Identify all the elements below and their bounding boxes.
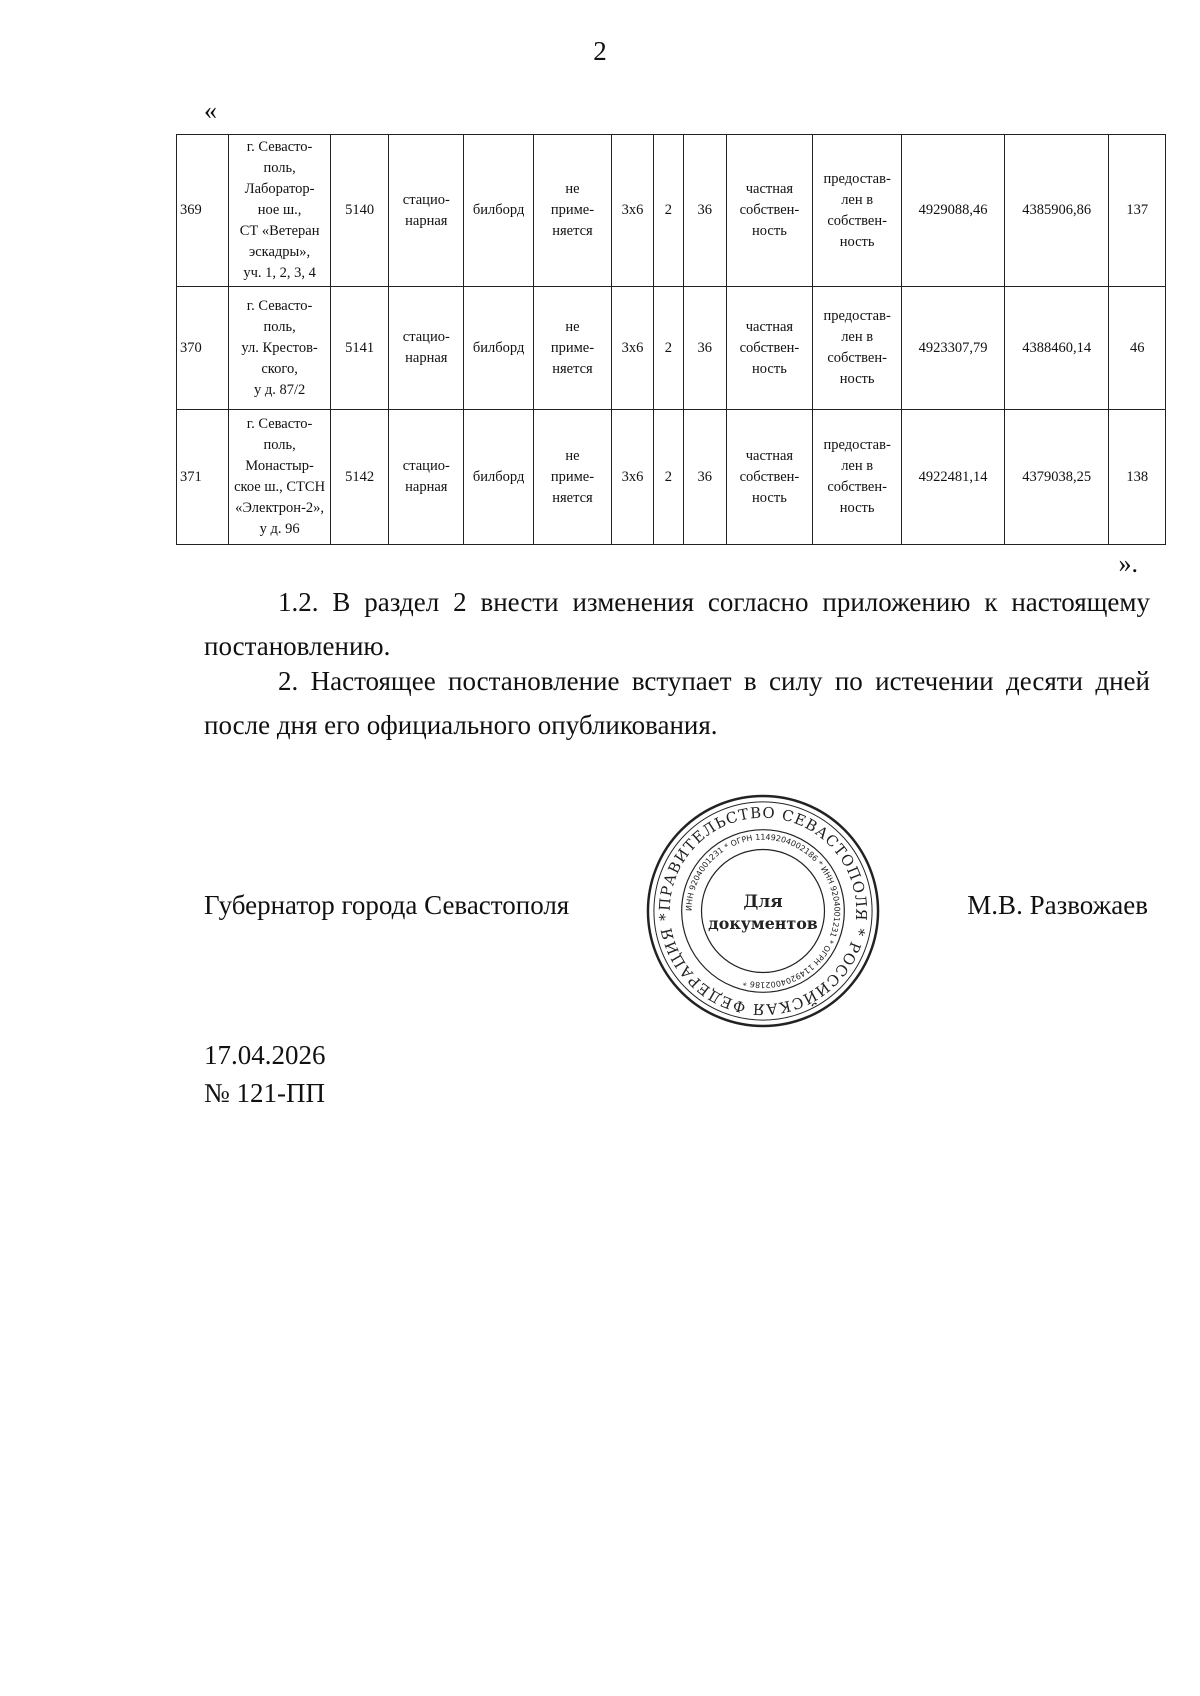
address-cell-line: ское ш., СТСН [234, 479, 326, 495]
address-cell-line: «Электрон-2», [235, 500, 325, 516]
last-column-cell: 137 [1109, 135, 1166, 287]
land-provision-cell-line: лен в [841, 458, 874, 474]
applicability-cell-line: не [565, 447, 580, 464]
table-row [177, 287, 1166, 410]
address-cell-line: ное ш., [257, 202, 302, 218]
address-cell-line: эскадры», [249, 244, 311, 260]
address-cell-line: поль, [263, 437, 296, 453]
land-provision-cell-line: собствен- [827, 350, 887, 366]
address-cell [229, 410, 331, 545]
address-cell-line: Лаборатор- [244, 181, 315, 197]
coordinate-x-cell: 4923307,79 [902, 287, 1005, 410]
land-provision-cell-line: предостав- [823, 308, 891, 324]
signer-title: Губернатор города Севастополя [204, 890, 570, 920]
address-cell-line: ул. Крестов- [241, 339, 318, 356]
structure-number-cell: 5142 [330, 410, 388, 545]
land-provision-cell-line: собствен- [827, 479, 887, 495]
paragraph-2 [204, 659, 1150, 747]
coordinate-x-cell: 4922481,14 [902, 410, 1005, 545]
land-provision-cell-line: предостав- [823, 170, 891, 187]
signer-name: М.В. Развожаев [967, 890, 1148, 920]
land-provision-cell [813, 135, 902, 287]
seal-center-line-1: Для [743, 891, 783, 912]
row-number-cell: 369 [177, 135, 229, 287]
row-number-cell: 370 [177, 287, 229, 410]
land-provision-cell-line: лен в [841, 329, 874, 345]
ownership-cell-line: частная [745, 181, 794, 197]
ownership-cell [726, 287, 812, 410]
ownership-cell-line: частная [745, 318, 794, 335]
last-column-cell: 46 [1109, 287, 1166, 410]
structure-type-cell-line: стацио- [402, 191, 450, 208]
structure-kind-cell: билборд [464, 135, 534, 287]
address-cell-line: у д. 87/2 [253, 381, 306, 398]
area-cell: 36 [683, 135, 726, 287]
ownership-cell-line: собствен- [739, 202, 800, 218]
structure-number-cell: 5140 [330, 135, 388, 287]
structure-type-cell-line: стацио- [402, 329, 450, 345]
structure-type-cell-line: стацио- [402, 458, 450, 474]
applicability-cell-line: няется [552, 489, 593, 506]
ownership-cell-line: ность [752, 360, 787, 377]
sides-cell: 2 [654, 410, 684, 545]
table-row [177, 410, 1166, 545]
coordinate-y-cell: 4379038,25 [1004, 410, 1109, 545]
address-cell-line: СТ «Ветеран [239, 223, 320, 239]
applicability-cell-line: приме- [550, 468, 595, 485]
document-date: 17.04.2026 [204, 1040, 326, 1070]
structure-type-cell-line: нарная [405, 479, 448, 495]
row-number-cell: 371 [177, 410, 229, 545]
paragraph-1-2-text: 1.2. В раздел 2 внести изменения согласно приложению к настоящему постановлению. [204, 587, 1150, 661]
address-cell-line: поль, [263, 160, 296, 176]
applicability-cell-line: не [565, 181, 580, 197]
structure-type-cell-line: нарная [405, 212, 448, 229]
address-cell-line: г. Севасто- [246, 297, 313, 314]
page-number: 2 [593, 36, 607, 66]
sides-cell: 2 [654, 135, 684, 287]
ownership-cell-line: собствен- [739, 339, 800, 356]
land-provision-cell-line: ность [839, 233, 875, 250]
document-number: № 121-ПП [204, 1078, 325, 1108]
official-seal [644, 792, 882, 1030]
area-cell: 36 [683, 287, 726, 410]
structure-type-cell [389, 135, 464, 287]
land-provision-cell [813, 287, 902, 410]
applicability-cell-line: приме- [550, 339, 595, 356]
advertising-structures-table [176, 134, 1166, 545]
table-row [177, 135, 1166, 287]
address-cell [229, 287, 331, 410]
address-cell-line: у д. 96 [259, 521, 300, 537]
sides-cell: 2 [654, 287, 684, 410]
structure-type-cell [389, 410, 464, 545]
ownership-cell-line: ность [752, 489, 787, 506]
ownership-cell-line: частная [745, 447, 794, 464]
coordinate-y-cell: 4388460,14 [1004, 287, 1109, 410]
structure-type-cell [389, 287, 464, 410]
address-cell-line: г. Севасто- [246, 416, 313, 432]
coordinate-x-cell: 4929088,46 [902, 135, 1005, 287]
address-cell-line: поль, [263, 318, 296, 335]
paragraph-1-2 [204, 580, 1150, 668]
ownership-cell-line: собствен- [739, 468, 800, 485]
applicability-cell [533, 410, 611, 545]
seal-outer-text: ПРАВИТЕЛЬСТВО СЕВАСТОПОЛЯ * РОССИЙСКАЯ ФЕДЕРАЦИЯ * [655, 803, 871, 1019]
size-cell: 3х6 [611, 135, 653, 287]
structure-kind-cell: билборд [464, 287, 534, 410]
last-column-cell: 138 [1109, 410, 1166, 545]
structure-kind-cell: билборд [464, 410, 534, 545]
closing-quote-mark: ». [1118, 549, 1138, 578]
address-cell-line: ского, [261, 360, 298, 377]
ownership-cell [726, 410, 812, 545]
coordinate-y-cell: 4385906,86 [1004, 135, 1109, 287]
land-provision-cell-line: ность [839, 371, 875, 387]
structure-number-cell: 5141 [330, 287, 388, 410]
applicability-cell-line: няется [552, 360, 593, 377]
ownership-cell-line: ность [752, 223, 787, 239]
land-provision-cell-line: ность [839, 500, 875, 516]
paragraph-2-text: 2. Настоящее постановление вступает в силу по истечении десяти дней после дня его официального опубликования. [204, 666, 1150, 740]
size-cell: 3х6 [611, 410, 653, 545]
land-provision-cell-line: предостав- [823, 437, 891, 453]
applicability-cell-line: не [565, 318, 580, 335]
size-cell: 3х6 [611, 287, 653, 410]
seal-inner-text: ИНН 9204001231 * ОГРН 1149204002186 * ИНН 9204001231 * ОГРН 1149204002186 * [684, 832, 842, 990]
opening-quote-mark: « [204, 96, 217, 125]
land-provision-cell [813, 410, 902, 545]
applicability-cell [533, 135, 611, 287]
ownership-cell [726, 135, 812, 287]
land-provision-cell-line: лен в [841, 191, 874, 208]
address-cell-line: Монастыр- [245, 458, 314, 474]
applicability-cell-line: няется [552, 223, 593, 239]
applicability-cell-line: приме- [550, 202, 595, 218]
land-provision-cell-line: собствен- [827, 212, 887, 229]
structure-type-cell-line: нарная [405, 350, 448, 366]
address-cell [229, 135, 331, 287]
area-cell: 36 [683, 410, 726, 545]
seal-center-line-2: документов [708, 913, 818, 933]
address-cell-line: уч. 1, 2, 3, 4 [243, 265, 316, 281]
address-cell-line: г. Севасто- [246, 139, 313, 155]
applicability-cell [533, 287, 611, 410]
